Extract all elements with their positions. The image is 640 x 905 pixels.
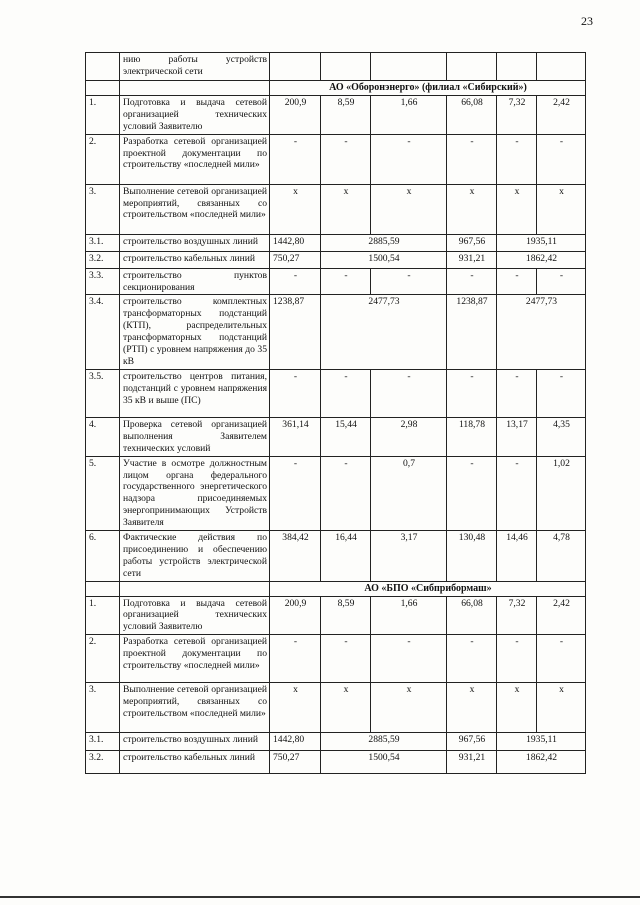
row-description: Проверка сетевой организацией выполнения Заявителем технических условий <box>120 417 270 456</box>
value-cell-merged: 1862,42 <box>497 751 586 774</box>
table-row <box>86 596 586 635</box>
row-description: Разработка сетевой организацией проектной документации по строительству «последней мили» <box>120 134 270 184</box>
value-cell: 130,48 <box>447 531 497 582</box>
value-cell-merged: 1500,54 <box>321 751 447 774</box>
row-description: Подготовка и выдача сетевой организацией технических условий Заявителю <box>120 95 270 134</box>
row-description: строительство кабельных линий <box>120 751 270 774</box>
value-cell: 8,59 <box>321 95 371 134</box>
row-number: 2. <box>86 635 120 683</box>
table-cell <box>447 53 497 81</box>
value-cell: 1,66 <box>371 596 447 635</box>
row-number <box>86 53 120 81</box>
value-cell: 361,14 <box>270 417 321 456</box>
value-cell-merged: 1500,54 <box>321 251 447 268</box>
value-cell: - <box>497 635 537 683</box>
value-cell: 384,42 <box>270 531 321 582</box>
value-cell: 13,17 <box>497 417 537 456</box>
row-number: 2. <box>86 134 120 184</box>
value-cell-merged: 2885,59 <box>321 234 447 251</box>
value-cell: 1442,80 <box>270 733 321 751</box>
row-number: 3.2. <box>86 251 120 268</box>
table-row <box>86 295 586 369</box>
value-cell: 14,46 <box>497 531 537 582</box>
value-cell: 750,27 <box>270 751 321 774</box>
row-number: 3.1. <box>86 234 120 251</box>
value-cell: 4,78 <box>537 531 586 582</box>
row-number: 1. <box>86 95 120 134</box>
table-row <box>86 268 586 295</box>
value-cell: - <box>371 369 447 417</box>
table-cell <box>120 581 270 596</box>
value-cell: x <box>270 683 321 733</box>
value-cell: - <box>537 369 586 417</box>
value-cell: - <box>321 134 371 184</box>
value-cell: 200,9 <box>270 596 321 635</box>
value-cell-merged: 2477,73 <box>321 295 447 369</box>
value-cell: - <box>497 134 537 184</box>
section-header-row <box>86 581 586 596</box>
value-cell: 931,21 <box>447 251 497 268</box>
row-description: Подготовка и выдача сетевой организацией технических условий Заявителю <box>120 596 270 635</box>
value-cell: - <box>447 635 497 683</box>
value-cell: 967,56 <box>447 234 497 251</box>
row-description: строительство воздушных линий <box>120 733 270 751</box>
row-description: строительство кабельных линий <box>120 251 270 268</box>
value-cell: 4,35 <box>537 417 586 456</box>
value-cell-merged: 2477,73 <box>497 295 586 369</box>
value-cell: - <box>447 268 497 295</box>
row-description: строительство центров питания, подстанций с уровнем напряжения 35 кВ и выше (ПС) <box>120 369 270 417</box>
table-row <box>86 456 586 530</box>
value-cell: x <box>321 683 371 733</box>
row-number: 4. <box>86 417 120 456</box>
value-cell: 967,56 <box>447 733 497 751</box>
value-cell: 15,44 <box>321 417 371 456</box>
row-number: 5. <box>86 456 120 530</box>
value-cell: 1442,80 <box>270 234 321 251</box>
value-cell: - <box>497 456 537 530</box>
value-cell: 66,08 <box>447 596 497 635</box>
value-cell: 7,32 <box>497 596 537 635</box>
row-number: 3. <box>86 683 120 733</box>
row-description: строительство пунктов секционирования <box>120 268 270 295</box>
table-cell <box>120 81 270 96</box>
row-number: 6. <box>86 531 120 582</box>
value-cell: 7,32 <box>497 95 537 134</box>
value-cell: - <box>270 369 321 417</box>
value-cell: 750,27 <box>270 251 321 268</box>
row-description: строительство комплектных трансформаторных подстанций (КТП), распределительных трансформаторных подстанций (РТП) с уровнем напряжения до 35 кВ <box>120 295 270 369</box>
value-cell: 1,66 <box>371 95 447 134</box>
value-cell-merged: 1862,42 <box>497 251 586 268</box>
value-cell-merged: 1935,11 <box>497 234 586 251</box>
row-number: 3.3. <box>86 268 120 295</box>
table-row <box>86 95 586 134</box>
value-cell: x <box>447 184 497 234</box>
table-row <box>86 53 586 81</box>
table-row <box>86 531 586 582</box>
value-cell: - <box>537 268 586 295</box>
value-cell: x <box>270 184 321 234</box>
value-cell: - <box>447 134 497 184</box>
value-cell: x <box>447 683 497 733</box>
value-cell: 2,42 <box>537 596 586 635</box>
value-cell: 1,02 <box>537 456 586 530</box>
row-description: строительство воздушных линий <box>120 234 270 251</box>
value-cell: 1238,87 <box>270 295 321 369</box>
table-row <box>86 417 586 456</box>
row-description: Выполнение сетевой организацией мероприятий, связанных со строительством «последней мили» <box>120 184 270 234</box>
section-title: АО «БПО «Сибприбормаш» <box>270 581 586 596</box>
value-cell: 8,59 <box>321 596 371 635</box>
value-cell-merged: 1935,11 <box>497 733 586 751</box>
value-cell: x <box>371 184 447 234</box>
value-cell: 66,08 <box>447 95 497 134</box>
table-cell <box>270 53 321 81</box>
table-cell <box>497 53 537 81</box>
page-number: 23 <box>581 14 593 28</box>
row-description: Разработка сетевой организацией проектной документации по строительству «последней мили» <box>120 635 270 683</box>
table-cell <box>86 581 120 596</box>
value-cell: 2,42 <box>537 95 586 134</box>
table-row <box>86 733 586 751</box>
value-cell: 931,21 <box>447 751 497 774</box>
value-cell: x <box>321 184 371 234</box>
value-cell: x <box>537 184 586 234</box>
value-cell: - <box>321 456 371 530</box>
row-description: Участие в осмотре должностным лицом органа федерального государственного энергетического надзора присоединяемых энергопринимающих Устройств Заявителя <box>120 456 270 530</box>
table-row <box>86 635 586 683</box>
value-cell: - <box>447 369 497 417</box>
row-description: нию работы устройств электрической сети <box>120 53 270 81</box>
value-cell: - <box>270 134 321 184</box>
row-number: 3.2. <box>86 751 120 774</box>
value-cell: - <box>447 456 497 530</box>
value-cell: 118,78 <box>447 417 497 456</box>
table-cell <box>321 53 371 81</box>
value-cell: - <box>270 268 321 295</box>
value-cell: - <box>321 268 371 295</box>
table-row <box>86 184 586 234</box>
value-cell: - <box>371 635 447 683</box>
value-cell: 2,98 <box>371 417 447 456</box>
row-description: Выполнение сетевой организацией мероприятий, связанных со строительством «последней мили» <box>120 683 270 733</box>
value-cell: - <box>371 268 447 295</box>
table-row <box>86 751 586 774</box>
value-cell: - <box>270 635 321 683</box>
value-cell: 1238,87 <box>447 295 497 369</box>
value-cell: - <box>537 134 586 184</box>
value-cell: - <box>371 134 447 184</box>
section-title: АО «Оборонэнерго» (филиал «Сибирский») <box>270 81 586 96</box>
tariff-table <box>85 52 586 774</box>
row-number: 3.5. <box>86 369 120 417</box>
row-number: 3.1. <box>86 733 120 751</box>
value-cell: 3,17 <box>371 531 447 582</box>
value-cell: - <box>537 635 586 683</box>
value-cell: - <box>497 268 537 295</box>
value-cell: - <box>321 635 371 683</box>
table-cell <box>537 53 586 81</box>
table-cell <box>86 81 120 96</box>
value-cell: - <box>497 369 537 417</box>
section-header-row <box>86 81 586 96</box>
table-row <box>86 369 586 417</box>
value-cell: 200,9 <box>270 95 321 134</box>
row-number: 3. <box>86 184 120 234</box>
row-description: Фактические действия по присоединению и обеспечению работы устройств электрической сети <box>120 531 270 582</box>
table-row <box>86 251 586 268</box>
value-cell: 0,7 <box>371 456 447 530</box>
scan-edge-line <box>0 896 640 898</box>
row-number: 1. <box>86 596 120 635</box>
value-cell: x <box>537 683 586 733</box>
table-row <box>86 683 586 733</box>
value-cell: - <box>321 369 371 417</box>
value-cell: x <box>371 683 447 733</box>
value-cell: - <box>270 456 321 530</box>
row-number: 3.4. <box>86 295 120 369</box>
table-row <box>86 134 586 184</box>
table-cell <box>371 53 447 81</box>
value-cell-merged: 2885,59 <box>321 733 447 751</box>
value-cell: x <box>497 683 537 733</box>
value-cell: 16,44 <box>321 531 371 582</box>
table-row <box>86 234 586 251</box>
value-cell: x <box>497 184 537 234</box>
